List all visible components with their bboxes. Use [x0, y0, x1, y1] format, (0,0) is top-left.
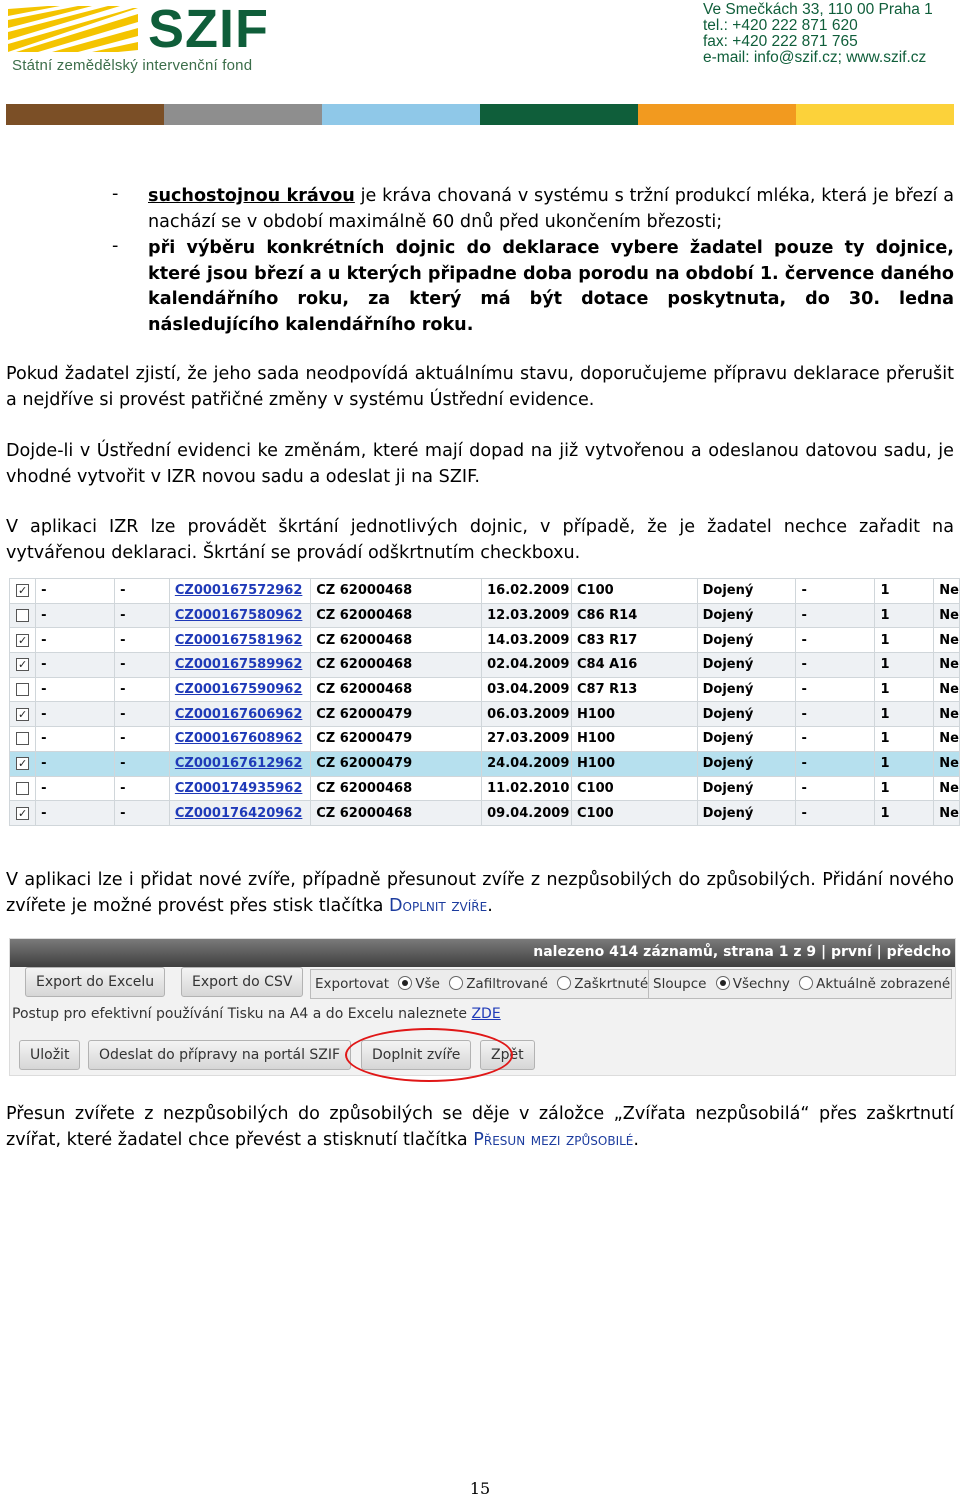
col-code: C84 A16: [572, 653, 698, 678]
table-row: [10, 702, 960, 727]
col-flag: Ne: [934, 801, 960, 826]
col-b: -: [115, 801, 170, 826]
highlight-ellipse: [345, 1028, 513, 1082]
col-n: 1: [875, 801, 934, 826]
pager-text[interactable]: nalezeno 414 záznamů, strana 1 z 9 | první | předcho: [533, 944, 951, 960]
col-a: -: [36, 702, 115, 727]
checkbox-unchecked[interactable]: [16, 782, 29, 795]
checkbox-unchecked[interactable]: [16, 683, 29, 696]
radio-vsechny[interactable]: [716, 976, 730, 990]
col-farm: CZ 62000468: [311, 677, 482, 702]
col-id[interactable]: CZ000174935962: [169, 776, 310, 801]
table-row: [10, 653, 960, 678]
col-b: -: [115, 727, 170, 752]
table-row: [10, 628, 960, 653]
col-n: 1: [875, 628, 934, 653]
paragraph-5: [6, 1102, 954, 1153]
col-type: Dojený: [697, 727, 796, 752]
export-csv-button[interactable]: Export do CSV: [181, 967, 303, 997]
col-b: -: [115, 653, 170, 678]
col-c: -: [796, 776, 875, 801]
paragraph-4-text: V aplikaci lze i přidat nové zvíře, případně přesunout zvíře z nezpůsobilých do způsobilých. Přidání nového zvířete je možné provést přes stisk tlačítka: [6, 870, 954, 916]
bullet-1-text: je kráva chovaná v systému s tržní produkcí mléka, která je březí a nachází se v období maximálně 60 dnů před ukončením březosti;: [148, 186, 954, 232]
bullet-dash-1: -: [112, 184, 119, 204]
col-type: Dojený: [697, 801, 796, 826]
row-checkbox-cell: [10, 603, 36, 628]
row-checkbox-cell: [10, 702, 36, 727]
col-code: C87 R13: [572, 677, 698, 702]
col-id[interactable]: CZ000167589962: [169, 653, 310, 678]
col-code: H100: [572, 727, 698, 752]
checkbox-checked[interactable]: ✓: [17, 633, 28, 647]
col-n: 1: [875, 653, 934, 678]
bullet-1-term: suchostojnou krávou: [148, 186, 355, 206]
col-flag: Ne: [934, 727, 960, 752]
stripe-brown: [6, 104, 164, 125]
col-code: C83 R17: [572, 628, 698, 653]
col-flag: Ne: [934, 702, 960, 727]
col-c: -: [796, 727, 875, 752]
col-a: -: [36, 776, 115, 801]
col-n: 1: [875, 579, 934, 604]
col-type: Dojený: [697, 653, 796, 678]
col-c: -: [796, 751, 875, 776]
radio-aktualne-label: Aktuálně zobrazené: [816, 976, 951, 992]
col-a: -: [36, 677, 115, 702]
export-excel-button[interactable]: Export do Excelu: [25, 967, 165, 997]
checkbox-unchecked[interactable]: [16, 732, 29, 745]
col-flag: Ne: [934, 579, 960, 604]
paragraph-5-text: Přesun zvířete z nezpůsobilých do způsobilých se děje v záložce „Zvířata nezpůsobilá“ přes zaškrtnutí zvířat, které žadatel chce převést a stisknutí tlačítka: [6, 1104, 954, 1150]
col-id[interactable]: CZ000176420962: [169, 801, 310, 826]
col-flag: Ne: [934, 603, 960, 628]
table-row: [10, 677, 960, 702]
col-c: -: [796, 801, 875, 826]
stripe-green: [480, 104, 638, 125]
col-code: H100: [572, 751, 698, 776]
col-id[interactable]: CZ000167590962: [169, 677, 310, 702]
columns-options-group: [648, 969, 952, 999]
checkbox-checked[interactable]: ✓: [17, 757, 28, 771]
col-farm: CZ 62000468: [311, 653, 482, 678]
paragraph-4-end: .: [487, 895, 493, 916]
doplnit-zvire-reference: Doplnit zvíře: [388, 895, 488, 916]
col-n: 1: [875, 776, 934, 801]
bullet-dash-2: -: [112, 236, 119, 256]
radio-zaskrtnute-label: Zaškrtnuté: [574, 976, 649, 992]
col-a: -: [36, 727, 115, 752]
cattle-table: [9, 578, 960, 826]
radio-vse[interactable]: [398, 976, 412, 990]
checkbox-checked[interactable]: ✓: [17, 584, 28, 598]
contact-block: [703, 2, 933, 66]
stripe-orange: [638, 104, 796, 125]
row-checkbox-cell: [10, 653, 36, 678]
col-farm: CZ 62000479: [311, 702, 482, 727]
row-checkbox-cell: [10, 801, 36, 826]
col-id[interactable]: CZ000167612962: [169, 751, 310, 776]
radio-aktualne[interactable]: [799, 976, 813, 990]
col-date: 03.04.2009: [482, 677, 572, 702]
row-checkbox-cell: [10, 727, 36, 752]
help-note: [12, 1006, 501, 1022]
col-b: -: [115, 702, 170, 727]
checkbox-checked[interactable]: ✓: [17, 806, 28, 820]
col-c: -: [796, 579, 875, 604]
stripe-gray: [164, 104, 322, 125]
col-a: -: [36, 579, 115, 604]
col-a: -: [36, 751, 115, 776]
table-row: [10, 579, 960, 604]
col-flag: Ne: [934, 653, 960, 678]
export-options-group: [310, 969, 650, 999]
col-farm: CZ 62000468: [311, 801, 482, 826]
col-b: -: [115, 603, 170, 628]
col-date: 24.04.2009: [482, 751, 572, 776]
col-type: Dojený: [697, 776, 796, 801]
col-b: -: [115, 776, 170, 801]
pager-bar: [10, 939, 955, 967]
col-flag: Ne: [934, 776, 960, 801]
contact-address: Ve Smečkách 33, 110 00 Praha 1: [703, 1, 933, 18]
zpet-button[interactable]: Zpět: [480, 1040, 535, 1070]
table-row: [10, 801, 960, 826]
page-number: 15: [469, 1479, 491, 1498]
col-type: Dojený: [697, 603, 796, 628]
col-id[interactable]: CZ000167581962: [169, 628, 310, 653]
col-flag: Ne: [934, 628, 960, 653]
col-n: 1: [875, 727, 934, 752]
col-flag: Ne: [934, 677, 960, 702]
col-date: 06.03.2009: [482, 702, 572, 727]
col-farm: CZ 62000468: [311, 628, 482, 653]
help-note-text: Postup pro efektivní používání Tisku na A4 a do Excelu naleznete: [12, 1006, 472, 1022]
radio-vse-label: Vše: [415, 976, 440, 992]
paragraph-2: Dojde-li v Ústřední evidenci ke změnám, které mají dopad na již vytvořenou a odeslanou datovou sadu, je vhodné vytvořit v IZR novou sadu a odeslat ji na SZIF.: [6, 441, 954, 487]
col-c: -: [796, 702, 875, 727]
contact-tel: tel.: +420 222 871 620: [703, 17, 858, 34]
row-checkbox-cell: [10, 776, 36, 801]
col-type: Dojený: [697, 702, 796, 727]
col-n: 1: [875, 702, 934, 727]
contact-email: e-mail: info@szif.cz; www.szif.cz: [703, 49, 927, 66]
col-date: 09.04.2009: [482, 801, 572, 826]
col-n: 1: [875, 751, 934, 776]
paragraph-4: [6, 868, 954, 919]
table-row: [10, 603, 960, 628]
color-stripe-bar: [6, 104, 954, 125]
checkbox-unchecked[interactable]: [16, 609, 29, 622]
col-c: -: [796, 603, 875, 628]
row-checkbox-cell: [10, 751, 36, 776]
presun-reference: Přesun mezi způsobilé: [473, 1129, 634, 1150]
col-code: C100: [572, 579, 698, 604]
col-id[interactable]: CZ000167606962: [169, 702, 310, 727]
col-date: 14.03.2009: [482, 628, 572, 653]
col-b: -: [115, 751, 170, 776]
col-date: 11.02.2010: [482, 776, 572, 801]
col-farm: CZ 62000468: [311, 579, 482, 604]
row-checkbox-cell: [10, 628, 36, 653]
table-row: [10, 727, 960, 752]
checkbox-checked[interactable]: ✓: [17, 658, 28, 672]
col-a: -: [36, 653, 115, 678]
table-row: [10, 776, 960, 801]
radio-zaskrtnute[interactable]: [557, 976, 571, 990]
table-row: [10, 751, 960, 776]
paragraph-5-end: .: [633, 1129, 639, 1150]
col-type: Dojený: [697, 677, 796, 702]
col-id[interactable]: CZ000167572962: [169, 579, 310, 604]
ulozit-button[interactable]: Uložit: [19, 1040, 80, 1070]
paragraph-3: V aplikaci IZR lze provádět škrtání jednotlivých dojnic, v případě, že je žadatel nechce zařadit na vytvářenou deklaraci. Škrtání se provádí odškrtnutím checkboxu.: [6, 517, 954, 563]
stripe-lightblue: [322, 104, 480, 125]
radio-vsechny-label: Všechny: [732, 976, 790, 992]
row-checkbox-cell: [10, 677, 36, 702]
col-flag: Ne: [934, 751, 960, 776]
radio-zafiltrovane-label: Zafiltrované: [466, 976, 548, 992]
col-a: -: [36, 628, 115, 653]
col-date: 02.04.2009: [482, 653, 572, 678]
paragraph-1: Pokud žadatel zjistí, že jeho sada neodpovídá aktuálnímu stavu, doporučujeme přípravu deklarace přerušit a nejdříve si provést patřičné změny v systému Ústřední evidence.: [6, 364, 954, 410]
col-code: H100: [572, 702, 698, 727]
doplnit-zvire-button[interactable]: Doplnit zvíře: [361, 1040, 471, 1070]
col-c: -: [796, 677, 875, 702]
col-type: Dojený: [697, 628, 796, 653]
col-date: 27.03.2009: [482, 727, 572, 752]
col-date: 12.03.2009: [482, 603, 572, 628]
col-n: 1: [875, 677, 934, 702]
col-c: -: [796, 653, 875, 678]
logo-subtitle: Státní zemědělský intervenční fond: [12, 57, 253, 74]
row-checkbox-cell: [10, 579, 36, 604]
col-date: 16.02.2009: [482, 579, 572, 604]
col-a: -: [36, 603, 115, 628]
col-type: Dojený: [697, 751, 796, 776]
col-code: C86 R14: [572, 603, 698, 628]
col-type: Dojený: [697, 579, 796, 604]
checkbox-checked[interactable]: ✓: [17, 707, 28, 721]
col-farm: CZ 62000468: [311, 603, 482, 628]
sloupce-label: Sloupce: [653, 976, 707, 992]
stripe-yellow: [796, 104, 954, 125]
col-id[interactable]: CZ000167580962: [169, 603, 310, 628]
col-farm: CZ 62000479: [311, 727, 482, 752]
col-farm: CZ 62000468: [311, 776, 482, 801]
col-b: -: [115, 579, 170, 604]
help-note-link[interactable]: ZDE: [471, 1006, 501, 1022]
bullet-2: při výběru konkrétních dojnic do deklarace vybere žadatel pouze ty dojnice, které jsou březí a u kterých připadne doba porodu na období 1. července daného kalendářního roku, za který má být dotace poskytnuta, do 30. ledna následujícího kalendářního roku.: [148, 238, 954, 335]
col-b: -: [115, 677, 170, 702]
logo-name: SZIF: [148, 0, 269, 59]
col-code: C100: [572, 776, 698, 801]
bullet-1: [148, 184, 954, 235]
radio-zafiltrovane[interactable]: [449, 976, 463, 990]
col-farm: CZ 62000479: [311, 751, 482, 776]
exportovat-label: Exportovat: [315, 976, 390, 992]
col-code: C100: [572, 801, 698, 826]
col-b: -: [115, 628, 170, 653]
col-id[interactable]: CZ000167608962: [169, 727, 310, 752]
col-n: 1: [875, 603, 934, 628]
col-a: -: [36, 801, 115, 826]
odeslat-button[interactable]: Odeslat do přípravy na portál SZIF: [88, 1040, 351, 1070]
contact-fax: fax: +420 222 871 765: [703, 33, 858, 50]
col-c: -: [796, 628, 875, 653]
